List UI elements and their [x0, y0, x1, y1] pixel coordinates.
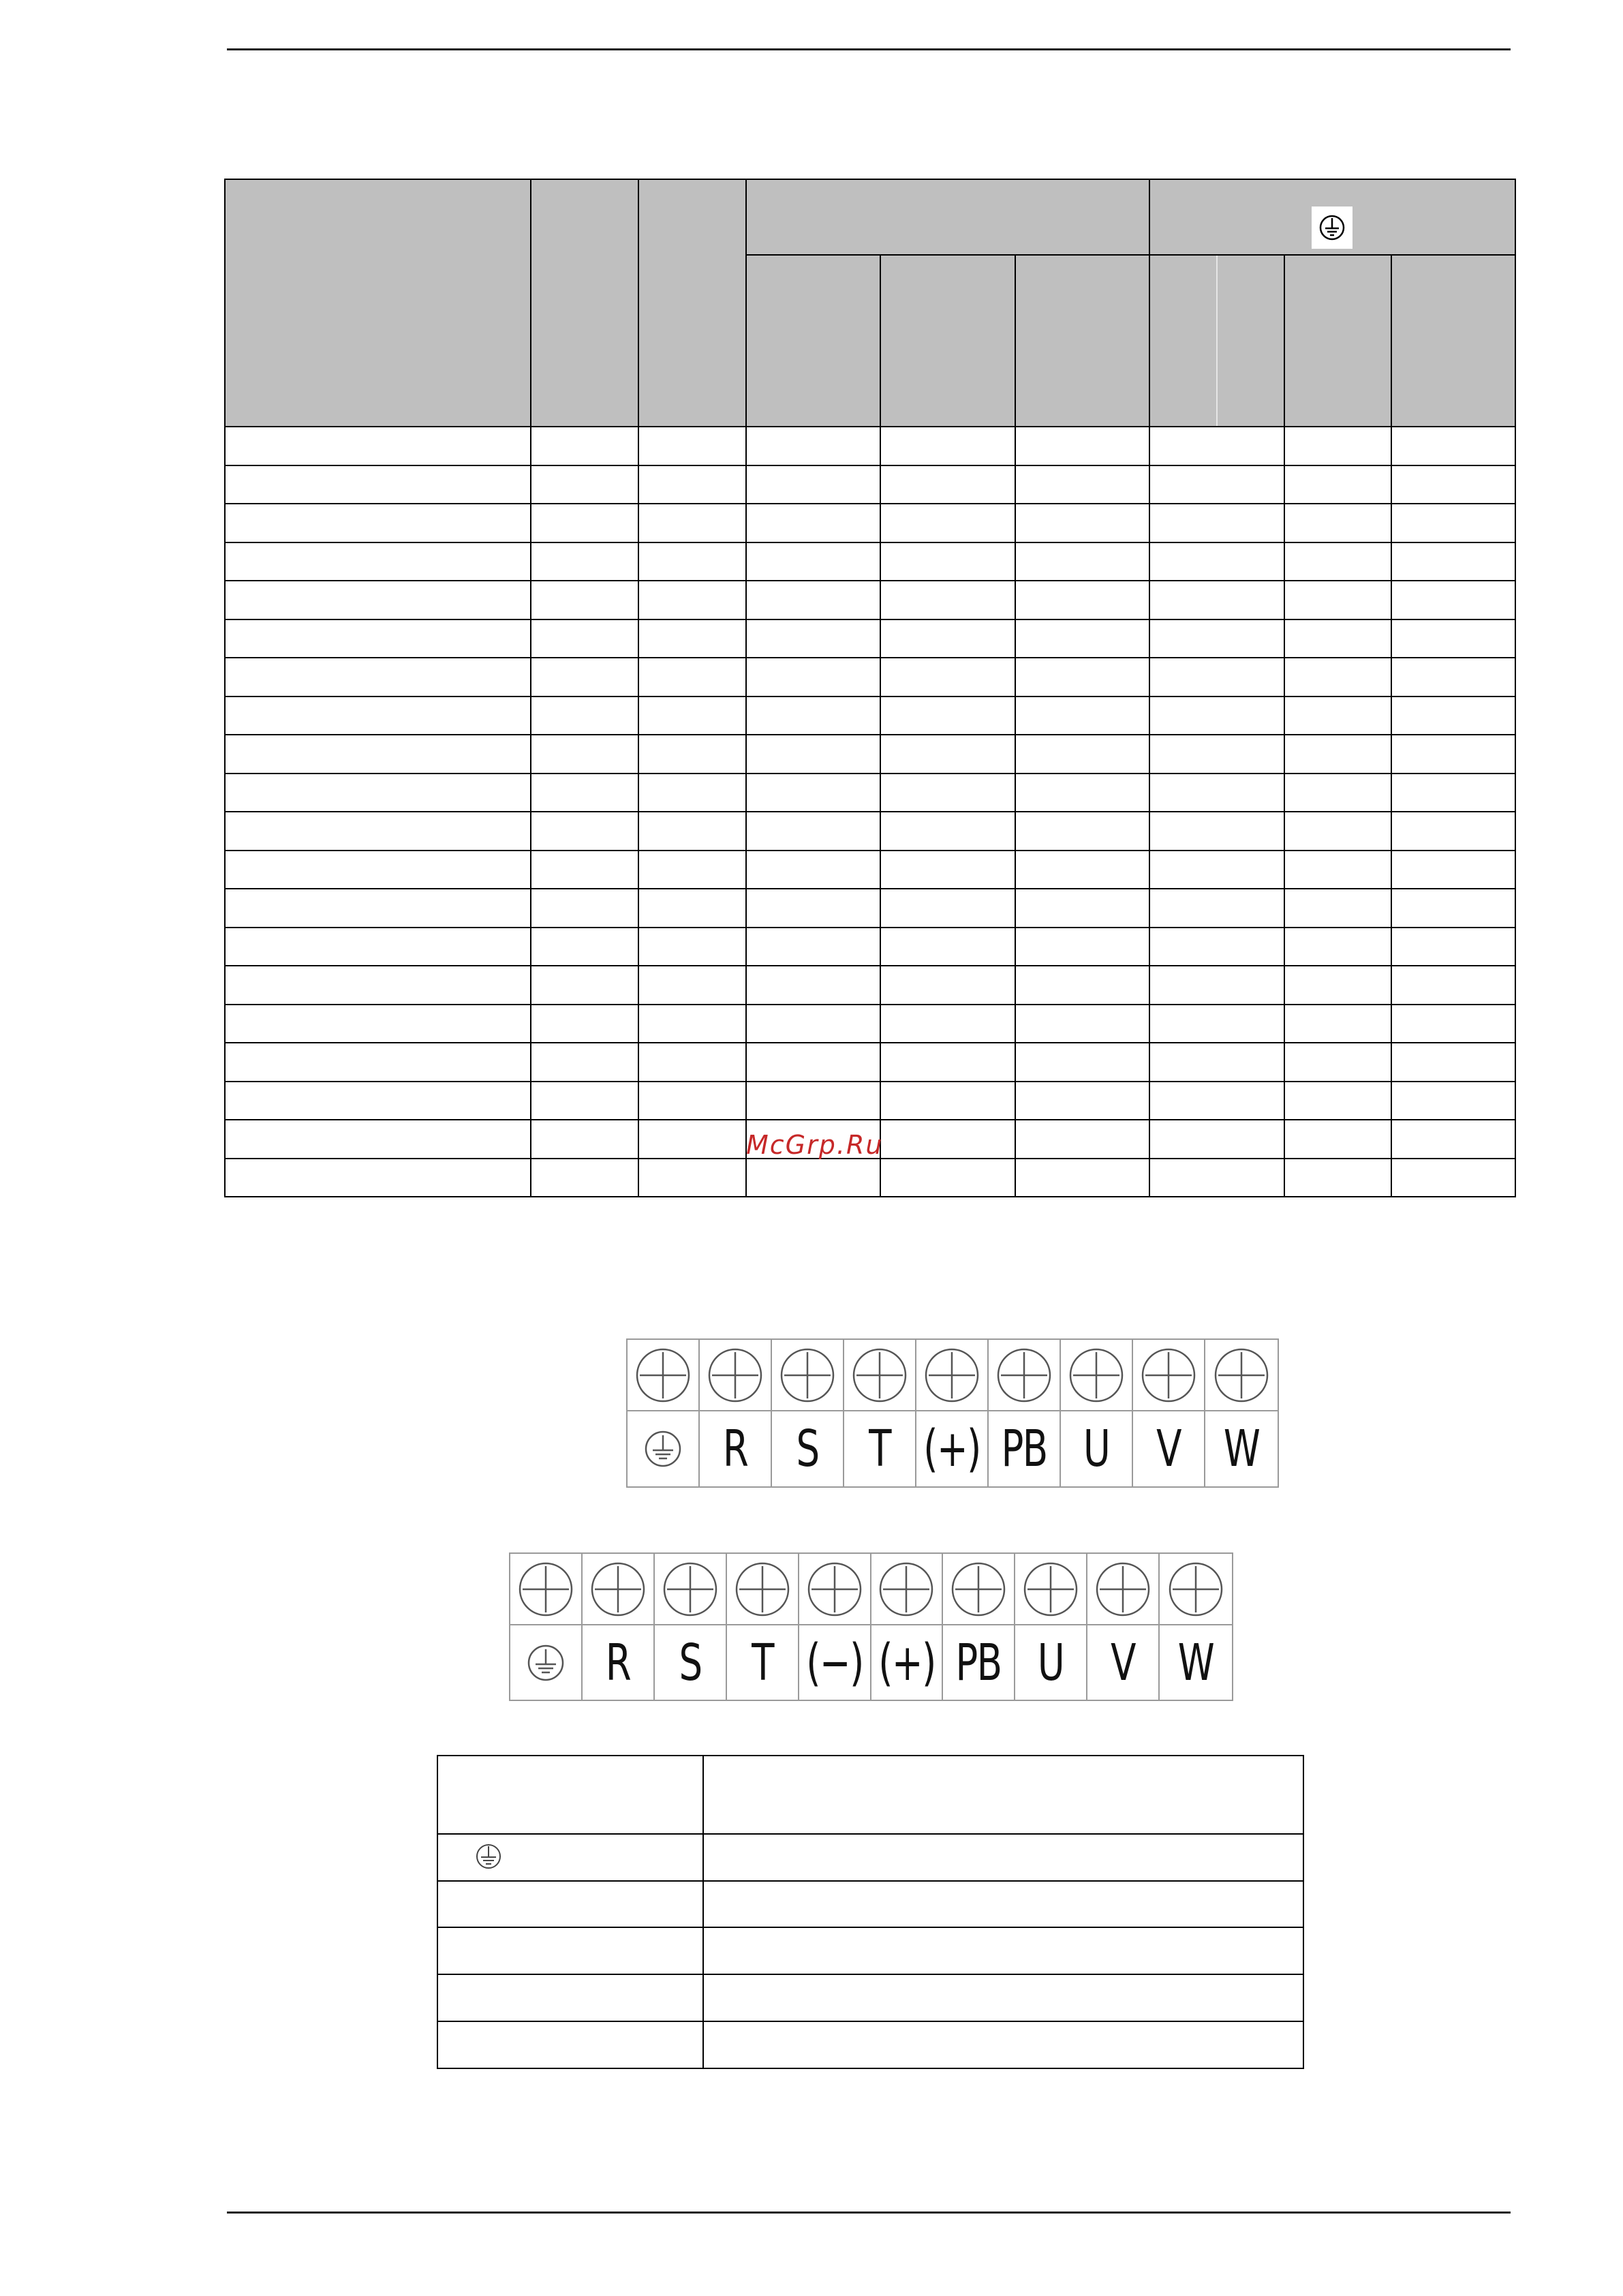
terminal-label: (−) [805, 1633, 863, 1692]
table-cell [1284, 965, 1392, 1005]
table-cell [1149, 696, 1285, 735]
header-subcell [1015, 254, 1150, 427]
table-cell [638, 1042, 747, 1082]
table-cell [1149, 888, 1285, 928]
table-cell [224, 734, 531, 774]
terminal-screw [989, 1340, 1060, 1411]
table-cell [1391, 1158, 1516, 1197]
table-cell [1149, 811, 1285, 851]
desc-cell [437, 1833, 704, 1882]
header-subcell [1391, 254, 1516, 427]
table-cell [1015, 1042, 1150, 1082]
table-cell [224, 965, 531, 1005]
table-cell [638, 888, 747, 928]
table-cell [1015, 927, 1150, 966]
table-cell [1015, 888, 1150, 928]
table-cell [1391, 580, 1516, 620]
table-cell [880, 503, 1016, 543]
table-cell [1391, 542, 1516, 581]
screw-icon [589, 1561, 647, 1618]
table-cell [1149, 850, 1285, 889]
table-cell [530, 1119, 639, 1159]
table-cell [530, 811, 639, 851]
table-cell [1284, 1158, 1392, 1197]
table-cell [880, 1119, 1016, 1159]
table-cell [1015, 426, 1150, 466]
table-cell [1149, 965, 1285, 1005]
terminal-screw [916, 1340, 987, 1411]
header-cell [530, 179, 639, 427]
table-cell [1015, 1004, 1150, 1043]
table-cell [745, 696, 881, 735]
table-cell [530, 1042, 639, 1082]
table-cell [530, 580, 639, 620]
terminal [871, 1554, 944, 1700]
table-cell [530, 773, 639, 812]
terminal-screw [655, 1554, 726, 1625]
table-cell [638, 503, 747, 543]
table-cell [638, 927, 747, 966]
table-cell [1284, 1042, 1392, 1082]
table-cell [745, 426, 881, 466]
terminal-label: S [796, 1420, 819, 1478]
table-cell [1149, 503, 1285, 543]
terminal-label: R [605, 1633, 631, 1692]
table-cell [880, 734, 1016, 774]
table-cell [745, 465, 881, 504]
terminal-screw [700, 1340, 771, 1411]
terminal-block-1 [626, 1338, 1279, 1488]
table-cell [224, 1081, 531, 1120]
table-cell [1284, 542, 1392, 581]
table-cell [224, 1119, 531, 1159]
terminal-screw [1205, 1340, 1278, 1411]
table-cell [880, 888, 1016, 928]
table-cell [1391, 734, 1516, 774]
table-cell [880, 580, 1016, 620]
table-cell [1284, 1081, 1392, 1120]
screw-icon [995, 1347, 1053, 1404]
spec-table [224, 179, 1515, 1199]
table-cell [224, 773, 531, 812]
terminal [844, 1340, 916, 1486]
table-cell [1149, 773, 1285, 812]
table-cell [745, 888, 881, 928]
screw-icon [779, 1347, 836, 1404]
table-cell [1284, 734, 1392, 774]
table-cell [1149, 426, 1285, 466]
desc-cell [437, 2021, 704, 2069]
table-cell [745, 657, 881, 697]
terminal-label: R [722, 1420, 748, 1478]
terminal-screw [1015, 1554, 1086, 1625]
screw-icon [1068, 1347, 1125, 1404]
table-cell [1391, 619, 1516, 658]
screw-icon [1167, 1561, 1224, 1618]
header-cell [224, 179, 531, 427]
table-cell [530, 465, 639, 504]
table-cell [638, 1004, 747, 1043]
table-cell [638, 965, 747, 1005]
terminal-label: W [1177, 1633, 1214, 1692]
table-cell [638, 657, 747, 697]
table-cell [1391, 1042, 1516, 1082]
table-cell [745, 1004, 881, 1043]
table-cell [530, 619, 639, 658]
desc-cell [437, 1974, 704, 2022]
table-cell [1284, 850, 1392, 889]
table-cell [1391, 927, 1516, 966]
table-cell [1149, 580, 1285, 620]
table-cell [1149, 657, 1285, 697]
terminal-screw [1160, 1554, 1232, 1625]
terminal-screw [628, 1340, 698, 1411]
ground-icon [475, 1843, 502, 1870]
table-cell [880, 1042, 1016, 1082]
table-cell [880, 773, 1016, 812]
header-rule [227, 48, 1511, 50]
table-cell [745, 542, 881, 581]
terminal [772, 1340, 844, 1486]
table-cell [1391, 426, 1516, 466]
table-cell [224, 1004, 531, 1043]
table-cell [1015, 503, 1150, 543]
terminal-label: V [1156, 1420, 1181, 1478]
table-cell [638, 734, 747, 774]
table-cell [745, 773, 881, 812]
table-cell [1149, 734, 1285, 774]
footer-rule [227, 2211, 1511, 2214]
table-cell [1391, 1081, 1516, 1120]
terminal-description-table [437, 1755, 1303, 2068]
table-cell [1149, 1081, 1285, 1120]
header-cell [638, 179, 747, 427]
terminal-screw [1061, 1340, 1132, 1411]
table-cell [745, 1081, 881, 1120]
table-cell [745, 1042, 881, 1082]
table-cell [224, 850, 531, 889]
table-cell [224, 696, 531, 735]
terminal [1205, 1340, 1278, 1486]
header-subcell [1284, 254, 1392, 427]
table-cell [1284, 465, 1392, 504]
terminal-block-2 [509, 1552, 1233, 1701]
table-cell [1149, 619, 1285, 658]
table-cell [880, 542, 1016, 581]
screw-icon [806, 1561, 863, 1618]
watermark: McGrp.Ru [746, 1130, 884, 1160]
screw-icon [634, 1347, 692, 1404]
table-cell [638, 542, 747, 581]
table-cell [1015, 580, 1150, 620]
table-cell [1015, 773, 1150, 812]
table-cell [880, 927, 1016, 966]
terminal-label: (+) [878, 1633, 936, 1692]
screw-icon [734, 1561, 791, 1618]
table-cell [1015, 811, 1150, 851]
table-cell [638, 696, 747, 735]
table-cell [1284, 580, 1392, 620]
table-cell [1015, 850, 1150, 889]
table-cell [1391, 503, 1516, 543]
table-cell [530, 888, 639, 928]
table-cell [1149, 1042, 1285, 1082]
table-cell [880, 1081, 1016, 1120]
terminal-label [628, 1411, 698, 1486]
table-cell [638, 465, 747, 504]
table-cell [745, 580, 881, 620]
terminal [655, 1554, 727, 1700]
table-cell [880, 965, 1016, 1005]
terminal-screw [799, 1554, 870, 1625]
table-cell [1015, 1119, 1150, 1159]
table-cell [1284, 619, 1392, 658]
table-cell [1284, 1004, 1392, 1043]
terminal-label: PB [955, 1633, 1002, 1692]
screw-icon [1094, 1561, 1151, 1618]
terminal [799, 1554, 871, 1700]
ground-icon [527, 1644, 565, 1682]
table-cell [1015, 1158, 1150, 1197]
header-subcell [745, 254, 881, 427]
table-cell [880, 1004, 1016, 1043]
table-cell [224, 580, 531, 620]
terminal-screw [510, 1554, 581, 1625]
table-cell [1284, 927, 1392, 966]
table-cell [224, 426, 531, 466]
table-cell [1284, 426, 1392, 466]
terminal-label: T [751, 1633, 773, 1692]
table-cell [1284, 773, 1392, 812]
table-cell [745, 850, 881, 889]
table-cell [1391, 773, 1516, 812]
screw-icon [517, 1561, 574, 1618]
table-cell [745, 734, 881, 774]
table-cell [530, 734, 639, 774]
desc-cell [437, 1927, 704, 1975]
table-cell [224, 619, 531, 658]
table-cell [224, 1042, 531, 1082]
table-cell [1015, 965, 1150, 1005]
table-cell [1391, 696, 1516, 735]
table-cell [1284, 503, 1392, 543]
desc-cell [702, 1974, 1304, 2022]
table-cell [638, 773, 747, 812]
table-cell [1284, 888, 1392, 928]
table-cell [880, 850, 1016, 889]
terminal [1087, 1554, 1160, 1700]
terminal-label: W [1223, 1420, 1260, 1478]
table-cell [745, 965, 881, 1005]
terminal-label: V [1111, 1633, 1136, 1692]
table-cell [224, 811, 531, 851]
table-cell [224, 657, 531, 697]
table-cell [1149, 1004, 1285, 1043]
table-cell [880, 657, 1016, 697]
terminal [1133, 1340, 1205, 1486]
table-cell [1015, 542, 1150, 581]
terminal [1015, 1554, 1087, 1700]
terminal [700, 1340, 772, 1486]
terminal-label: PB [1001, 1420, 1047, 1478]
terminal-screw [844, 1340, 915, 1411]
table-cell [530, 927, 639, 966]
table-cell [1284, 811, 1392, 851]
table-cell [530, 503, 639, 543]
table-cell [224, 927, 531, 966]
table-cell [224, 1158, 531, 1197]
screw-icon [707, 1347, 764, 1404]
table-cell [530, 542, 639, 581]
terminal-label: (+) [923, 1420, 980, 1478]
table-cell [1149, 1158, 1285, 1197]
table-cell [638, 850, 747, 889]
table-cell [1391, 1004, 1516, 1043]
table-cell [1391, 1119, 1516, 1159]
terminal-screw [583, 1554, 653, 1625]
table-cell [638, 619, 747, 658]
table-cell [1284, 696, 1392, 735]
terminal [628, 1340, 700, 1486]
table-cell [530, 657, 639, 697]
screw-icon [662, 1561, 719, 1618]
table-cell [530, 1004, 639, 1043]
table-cell [1391, 888, 1516, 928]
screw-icon [1140, 1347, 1197, 1404]
table-cell [1391, 811, 1516, 851]
table-cell [1015, 734, 1150, 774]
desc-cell [702, 2021, 1304, 2069]
table-cell [530, 426, 639, 466]
desc-cell [702, 1927, 1304, 1975]
table-cell [530, 1081, 639, 1120]
table-cell [1391, 965, 1516, 1005]
table-cell [880, 426, 1016, 466]
terminal-screw [871, 1554, 942, 1625]
table-cell [638, 1158, 747, 1197]
table-cell [530, 965, 639, 1005]
table-cell [880, 619, 1016, 658]
desc-header-cell [437, 1755, 704, 1835]
table-cell [1391, 657, 1516, 697]
terminal [1160, 1554, 1232, 1700]
table-cell [224, 542, 531, 581]
table-cell [1284, 657, 1392, 697]
desc-cell [437, 1880, 704, 1928]
header-subcell [880, 254, 1016, 427]
table-cell [638, 1081, 747, 1120]
screw-icon [1213, 1347, 1270, 1404]
table-cell [1015, 1081, 1150, 1120]
ground-circle-icon [1318, 212, 1346, 243]
table-cell [1149, 927, 1285, 966]
table-cell [745, 811, 881, 851]
terminal [510, 1554, 583, 1700]
screw-icon [851, 1347, 908, 1404]
terminal-screw [1087, 1554, 1158, 1625]
terminal-screw [1133, 1340, 1204, 1411]
table-cell [880, 696, 1016, 735]
screw-icon [923, 1347, 980, 1404]
table-cell [880, 811, 1016, 851]
terminal [916, 1340, 989, 1486]
table-cell [224, 465, 531, 504]
desc-cell [702, 1880, 1304, 1928]
table-cell [880, 1158, 1016, 1197]
table-cell [745, 619, 881, 658]
table-cell [224, 888, 531, 928]
terminal-screw [943, 1554, 1014, 1625]
terminal [727, 1554, 799, 1700]
terminal-screw [727, 1554, 798, 1625]
table-cell [530, 850, 639, 889]
table-cell [1149, 542, 1285, 581]
table-cell [530, 696, 639, 735]
terminal [943, 1554, 1015, 1700]
screw-icon [950, 1561, 1007, 1618]
table-cell [1015, 696, 1150, 735]
header-group-cell [745, 179, 1150, 256]
terminal [1061, 1340, 1133, 1486]
terminal [989, 1340, 1061, 1486]
table-cell [1391, 465, 1516, 504]
table-cell [1015, 619, 1150, 658]
table-cell [745, 927, 881, 966]
screw-icon [1022, 1561, 1079, 1618]
terminal-label: U [1038, 1633, 1064, 1692]
table-cell [1149, 1119, 1285, 1159]
table-cell [530, 1158, 639, 1197]
terminal-label: U [1083, 1420, 1110, 1478]
table-cell [1015, 465, 1150, 504]
table-cell [638, 580, 747, 620]
table-cell [638, 426, 747, 466]
terminal-label: T [869, 1420, 891, 1478]
table-cell [1149, 465, 1285, 504]
table-cell [224, 503, 531, 543]
table-cell [745, 503, 881, 543]
table-cell [638, 811, 747, 851]
header-subdivider [1216, 256, 1218, 426]
table-cell [1284, 1119, 1392, 1159]
table-cell [1391, 850, 1516, 889]
header-ground-symbol [1312, 206, 1352, 249]
terminal-label [510, 1625, 581, 1700]
table-cell [880, 465, 1016, 504]
ground-icon [644, 1430, 682, 1468]
terminal-label: S [679, 1633, 702, 1692]
table-cell [1015, 657, 1150, 697]
table-cell [638, 1119, 747, 1159]
desc-cell [702, 1833, 1304, 1882]
terminal [583, 1554, 655, 1700]
desc-header-cell [702, 1755, 1304, 1835]
screw-icon [878, 1561, 935, 1618]
terminal-screw [772, 1340, 843, 1411]
